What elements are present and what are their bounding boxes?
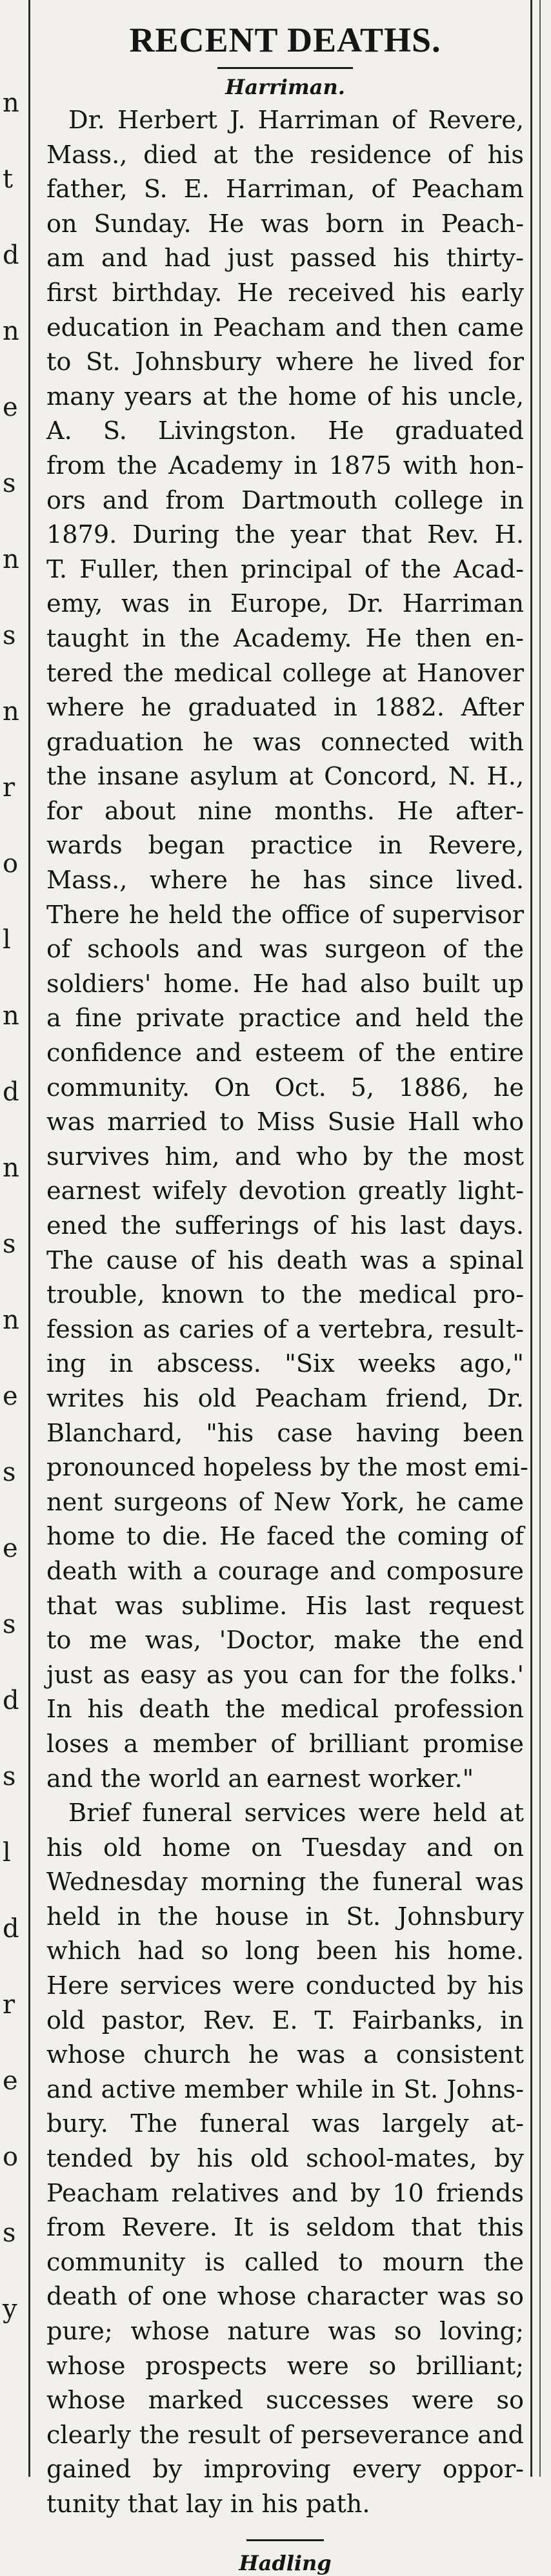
text-line: of schools and was surgeon of the [46, 935, 524, 964]
gutter-letter-fragment: r [3, 1990, 15, 2020]
text-line: his old home on Tuesday and on [46, 1833, 524, 1862]
gutter-letter-fragment: e [3, 2066, 18, 2096]
text-line: many years at the home of his uncle, [46, 382, 524, 411]
gutter-letter-fragment: l [3, 1838, 11, 1868]
text-line: from the Academy in 1875 with hon- [46, 451, 524, 480]
article-column [46, 19, 528, 2575]
text-line: wards began practice in Revere, [46, 832, 524, 861]
text-line: education in Peacham and then came [46, 313, 524, 342]
text-line: pronounced hopeless by the most emi- [46, 1454, 528, 1483]
text-line: emy, was in Europe, Dr. Harriman [46, 590, 524, 619]
gutter-letter-fragment: n [3, 317, 19, 346]
text-line: a fine private practice and held the [46, 1004, 524, 1033]
text-line: Mass., died at the residence of his [46, 141, 524, 170]
gutter-letter-fragment: e [3, 1534, 18, 1563]
text-line: Peacham relatives and by 10 friends [46, 2179, 524, 2208]
text-line: old pastor, Rev. E. T. Fairbanks, in [46, 2006, 524, 2035]
gutter-letter-fragment: n [3, 1153, 19, 1183]
text-line: nent surgeons of New York, he came [46, 1488, 524, 1517]
column-rule-right [530, 0, 532, 2477]
gutter-letter-fragment: d [3, 1914, 19, 1944]
column-rule-right-outer [539, 0, 541, 2477]
gutter-letter-fragment: o [3, 2142, 19, 2172]
text-line: survives him, and who by the most [46, 1142, 524, 1171]
text-line: to me was, 'Doctor, make the end [46, 1626, 524, 1655]
gutter-letter-fragment: n [3, 1305, 19, 1335]
gutter-letter-fragment: n [3, 88, 19, 118]
text-line: death of one whose character was so [46, 2283, 524, 2312]
obituary-subhead: Harriman. [225, 75, 345, 99]
text-line: just as easy as you can for the folks.' [46, 1661, 524, 1690]
text-line: graduation he was connected with [46, 728, 524, 757]
article-end-rule [246, 2539, 324, 2541]
text-line: A. S. Livingston. He graduated [46, 417, 524, 446]
gutter-letter-fragment: o [3, 849, 19, 879]
text-line: from Revere. It is seldom that this [46, 2214, 524, 2243]
text-line: Dr. Herbert J. Harriman of Revere, [68, 106, 524, 135]
text-line: soldiers' home. He had also built up [46, 970, 524, 999]
gutter-letter-fragment: e [3, 393, 18, 422]
text-line: taught in the Academy. He then en- [46, 624, 524, 653]
text-line: whose prospects were so brilliant; [46, 2352, 524, 2381]
text-line: held in the house in St. Johnsbury [46, 1902, 524, 1931]
text-line: loses a member of brilliant promise [46, 1730, 524, 1759]
text-line: whose church he was a consistent [46, 2041, 524, 2070]
text-line: was married to Miss Susie Hall who [46, 1108, 524, 1137]
gutter-letter-fragment: d [3, 240, 19, 270]
next-item-heading-cutoff: Hadling [239, 2550, 332, 2575]
gutter-letter-fragment: s [3, 621, 16, 650]
text-line: 1879. During the year that Rev. H. [46, 521, 524, 550]
gutter-letter-fragment: d [3, 1686, 19, 1715]
text-line: The cause of his death was a spinal [46, 1246, 524, 1275]
text-line: Wednesday morning the funeral was [46, 1868, 524, 1897]
gutter-letter-fragment: s [3, 2218, 16, 2248]
gutter-letter-fragment: s [3, 1229, 16, 1259]
text-line: which had so long been his home. [46, 1937, 524, 1966]
text-line: tended by his old school-mates, by [46, 2145, 524, 2174]
text-line: Brief funeral services were held at [68, 1799, 524, 1828]
text-line: pure; whose nature was so loving; [46, 2317, 524, 2346]
gutter-letter-fragment: n [3, 697, 19, 727]
adjacent-column-fragments [0, 0, 22, 2477]
text-line: earnest wifely devotion greatly light- [46, 1177, 524, 1206]
text-line: Here services were conducted by his [46, 1972, 524, 2001]
text-line: tered the medical college at Hanover [46, 659, 524, 688]
gutter-letter-fragment: e [3, 1381, 18, 1411]
gutter-letter-fragment: t [3, 164, 14, 194]
obituary-paragraph-2 [46, 1797, 524, 2522]
text-line: for about nine months. He after- [46, 797, 524, 826]
text-line: and active member while in St. Johns- [46, 2075, 524, 2104]
text-line: In his death the medical profession [46, 1695, 524, 1724]
gutter-letter-fragment: s [3, 1610, 16, 1639]
text-line: father, S. E. Harriman, of Peacham [46, 175, 524, 204]
text-line: confidence and esteem of the entire [46, 1039, 524, 1068]
text-line: home to die. He faced the coming of [46, 1523, 524, 1552]
text-line: first birthday. He received his early [46, 278, 524, 307]
text-line: where he graduated in 1882. After [46, 694, 524, 723]
text-line: that was sublime. His last request [46, 1592, 524, 1621]
text-line: tunity that lay in his path. [46, 2490, 370, 2519]
text-line: and the world an earnest worker." [46, 1764, 474, 1793]
column-rule-left [28, 0, 30, 2477]
text-line: community. On Oct. 5, 1886, he [46, 1073, 524, 1102]
text-line: Mass., where he has since lived. [46, 866, 524, 895]
text-line: ing in abscess. "Six weeks ago," [46, 1350, 524, 1379]
text-line: on Sunday. He was born in Peach- [46, 210, 524, 239]
gutter-letter-fragment: s [3, 1762, 16, 1791]
gutter-letter-fragment: s [3, 1458, 16, 1487]
text-line: bury. The funeral was largely at- [46, 2110, 524, 2139]
text-line: clearly the result of perseverance and [46, 2421, 524, 2450]
gutter-letter-fragment: y [3, 2294, 17, 2324]
text-line: death with a courage and composure [46, 1557, 524, 1586]
text-line: ened the sufferings of his last days. [46, 1212, 524, 1240]
text-line: fession as caries of a vertebra, result- [46, 1315, 524, 1344]
text-line: community is called to mourn the [46, 2248, 524, 2277]
headline-rule [217, 67, 353, 69]
gutter-letter-fragment: s [3, 469, 16, 498]
gutter-letter-fragment: d [3, 1077, 19, 1107]
text-line: writes his old Peacham friend, Dr. [46, 1384, 524, 1413]
text-line: There he held the office of supervisor [46, 901, 524, 930]
text-line: Blanchard, "his case having been [46, 1419, 524, 1448]
text-line: gained by improving every oppor- [46, 2455, 524, 2484]
text-line: am and had just passed his thirty- [46, 244, 524, 273]
gutter-letter-fragment: n [3, 545, 19, 574]
text-line: the insane asylum at Concord, N. H., [46, 763, 524, 792]
text-line: ors and from Dartmouth college in [46, 486, 524, 515]
obituary-paragraph-1 [46, 104, 528, 1797]
text-line: trouble, known to the medical pro- [46, 1281, 524, 1310]
gutter-letter-fragment: l [3, 925, 11, 955]
gutter-letter-fragment: r [3, 773, 15, 803]
text-line: to St. Johnsbury where he lived for [46, 348, 524, 377]
text-line: whose marked successes were so [46, 2386, 524, 2415]
gutter-letter-fragment: n [3, 1001, 19, 1031]
article-headline: RECENT DEATHS. [129, 21, 441, 59]
text-line: T. Fuller, then principal of the Acad- [46, 555, 524, 584]
